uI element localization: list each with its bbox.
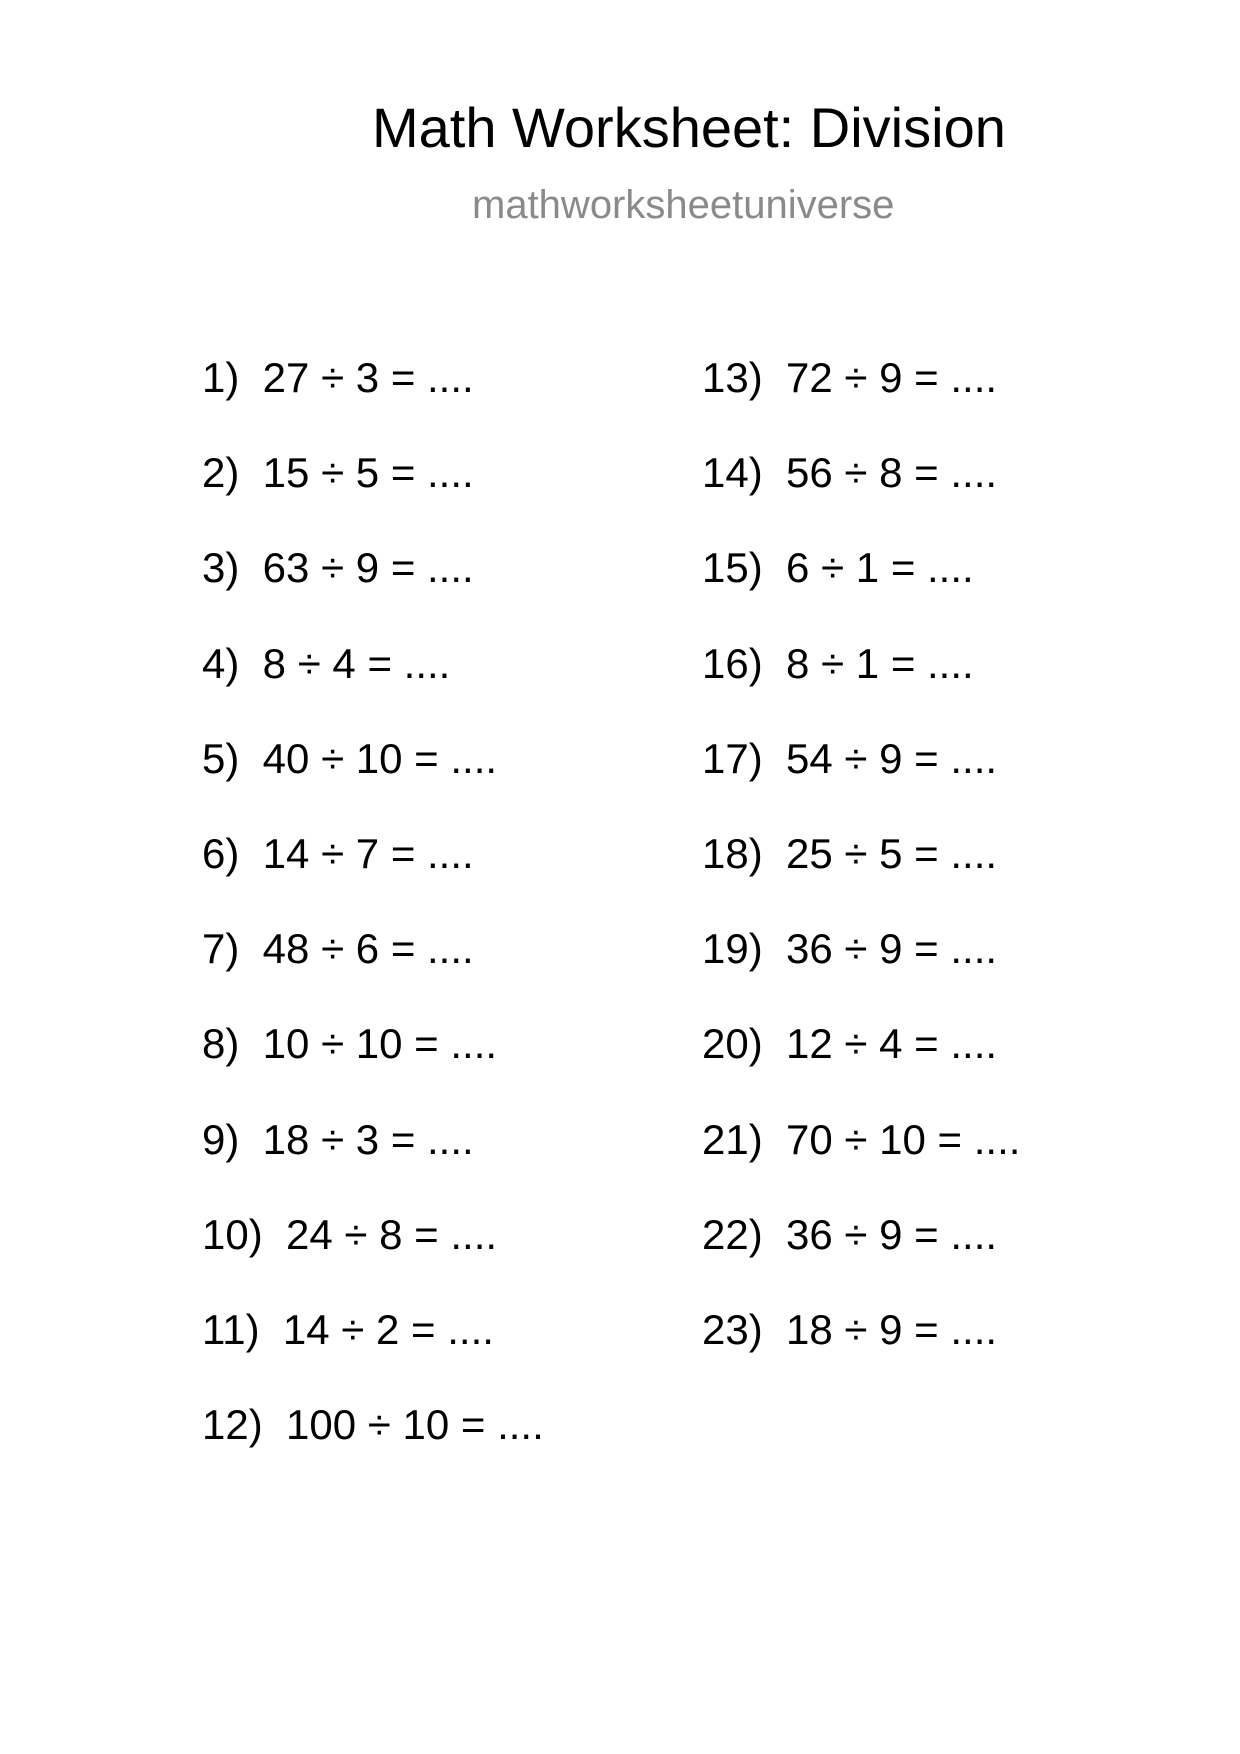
problem-19: 19) 36 ÷ 9 = .... <box>702 925 998 973</box>
site-name: mathworksheetuniverse <box>472 183 895 227</box>
problem-23: 23) 18 ÷ 9 = .... <box>702 1305 998 1353</box>
problem-22: 22) 36 ÷ 9 = .... <box>702 1210 998 1258</box>
problem-11: 11) 14 ÷ 2 = .... <box>202 1305 494 1353</box>
problem-7: 7) 48 ÷ 6 = .... <box>202 925 474 973</box>
problem-6: 6) 14 ÷ 7 = .... <box>202 829 474 877</box>
problem-20: 20) 12 ÷ 4 = .... <box>702 1020 998 1068</box>
problem-3: 3) 63 ÷ 9 = .... <box>202 544 474 592</box>
problem-1: 1) 27 ÷ 3 = .... <box>202 354 474 401</box>
problem-16: 16) 8 ÷ 1 = .... <box>702 639 974 687</box>
problem-column-left <box>202 354 544 1496</box>
problem-9: 9) 18 ÷ 3 = .... <box>202 1115 474 1163</box>
problem-14: 14) 56 ÷ 8 = .... <box>702 449 998 497</box>
problem-17: 17) 54 ÷ 9 = .... <box>702 734 998 782</box>
problem-12: 12) 100 ÷ 10 = .... <box>202 1401 544 1449</box>
page-title: Math Worksheet: Division <box>372 96 1006 159</box>
problem-21: 21) 70 ÷ 10 = .... <box>702 1115 1021 1163</box>
problem-5: 5) 40 ÷ 10 = .... <box>202 734 498 782</box>
problem-8: 8) 10 ÷ 10 = .... <box>202 1020 498 1068</box>
problem-column-right <box>702 354 1020 1401</box>
problem-2: 2) 15 ÷ 5 = .... <box>202 449 474 497</box>
problem-13: 13) 72 ÷ 9 = .... <box>702 354 998 401</box>
problem-4: 4) 8 ÷ 4 = .... <box>202 639 451 687</box>
problem-18: 18) 25 ÷ 5 = .... <box>702 829 998 877</box>
problem-10: 10) 24 ÷ 8 = .... <box>202 1210 498 1258</box>
problem-15: 15) 6 ÷ 1 = .... <box>702 544 974 592</box>
